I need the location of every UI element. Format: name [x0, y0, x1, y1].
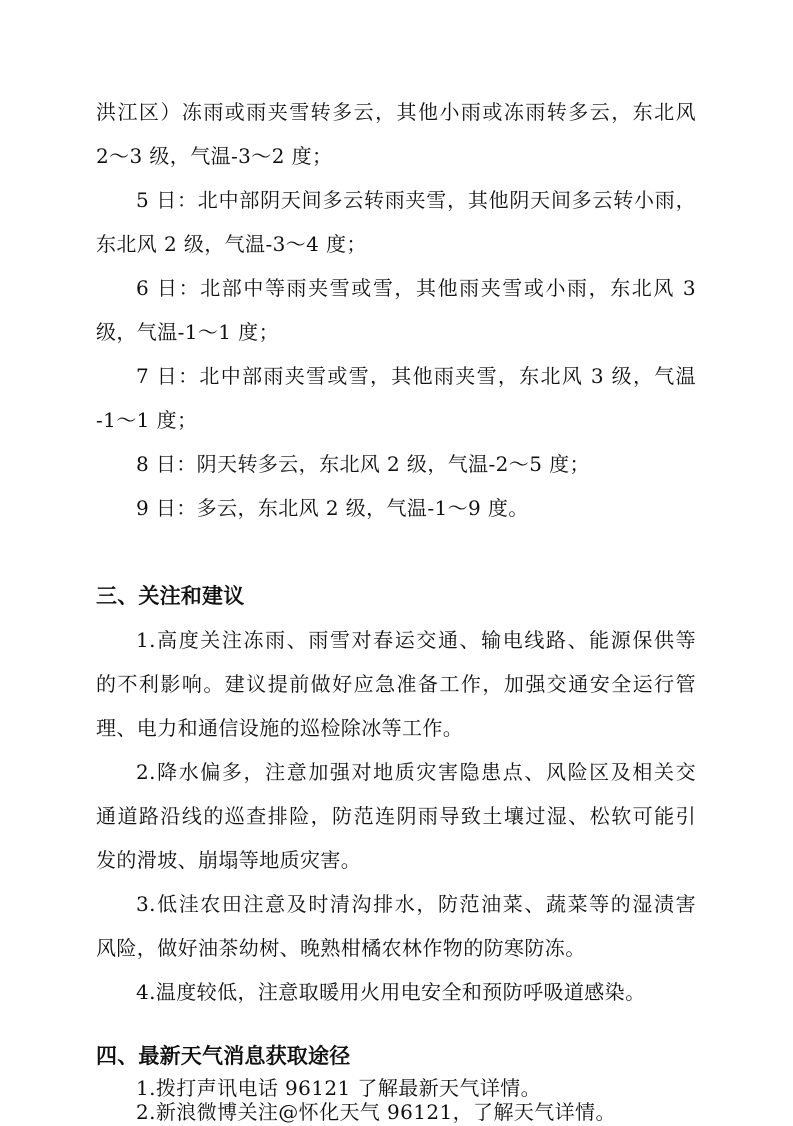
advice-item-3: 3.低洼农田注意及时清沟排水，防范油菜、蔬菜等的湿渍害 [136, 892, 696, 916]
section3-heading: 三、关注和建议 [96, 584, 245, 608]
info-item-2: 2.新浪微博关注@怀化天气 96121，了解天气详情。 [136, 1100, 616, 1124]
forecast-day7-line: 7 日：北中部雨夹雪或雪，其他雨夹雪，东北风 3 级，气温 [136, 364, 696, 388]
advice-item-1: 1.高度关注冻雨、雨雪对春运交通、输电线路、能源保供等 [136, 628, 696, 652]
advice-item-1-cont: 理、电力和通信设施的巡检除冰等工作。 [96, 716, 464, 740]
advice-item-3-cont: 风险，做好油茶幼树、晚熟柑橘农林作物的防寒防冻。 [96, 936, 586, 960]
forecast-day5-line: 5 日：北中部阴天间多云转雨夹雪，其他阴天间多云转小雨， [136, 188, 696, 212]
forecast-line: 2～3 级，气温-3～2 度； [96, 144, 333, 168]
forecast-day6-line: 6 日：北部中等雨夹雪或雪，其他雨夹雪或小雨，东北风 3 [136, 276, 696, 300]
advice-item-2-cont: 发的滑坡、崩塌等地质灾害。 [96, 848, 362, 872]
forecast-day8-line: 8 日：阴天转多云，东北风 2 级，气温-2～5 度； [136, 452, 590, 476]
advice-item-4: 4.温度较低，注意取暖用火用电安全和预防呼吸道感染。 [136, 980, 646, 1004]
advice-item-2: 2.降水偏多，注意加强对地质灾害隐患点、风险区及相关交 [136, 760, 696, 784]
advice-item-2-cont: 通道路沿线的巡查排险，防范连阴雨导致土壤过湿、松软可能引 [96, 804, 696, 828]
forecast-line: -1～1 度； [96, 408, 198, 432]
section4-heading: 四、最新天气消息获取途径 [96, 1044, 351, 1068]
forecast-line: 东北风 2 级，气温-3～4 度； [96, 232, 367, 256]
forecast-line: 洪江区）冻雨或雨夹雪转多云，其他小雨或冻雨转多云，东北风 [96, 100, 696, 124]
forecast-line: 级，气温-1～1 度； [96, 320, 279, 344]
forecast-day9-line: 9 日：多云，东北风 2 级，气温-1～9 度。 [136, 496, 529, 520]
advice-item-1-cont: 的不利影响。建议提前做好应急准备工作，加强交通安全运行管 [96, 672, 696, 696]
info-item-1: 1.拨打声讯电话 96121 了解最新天气详情。 [136, 1076, 542, 1100]
